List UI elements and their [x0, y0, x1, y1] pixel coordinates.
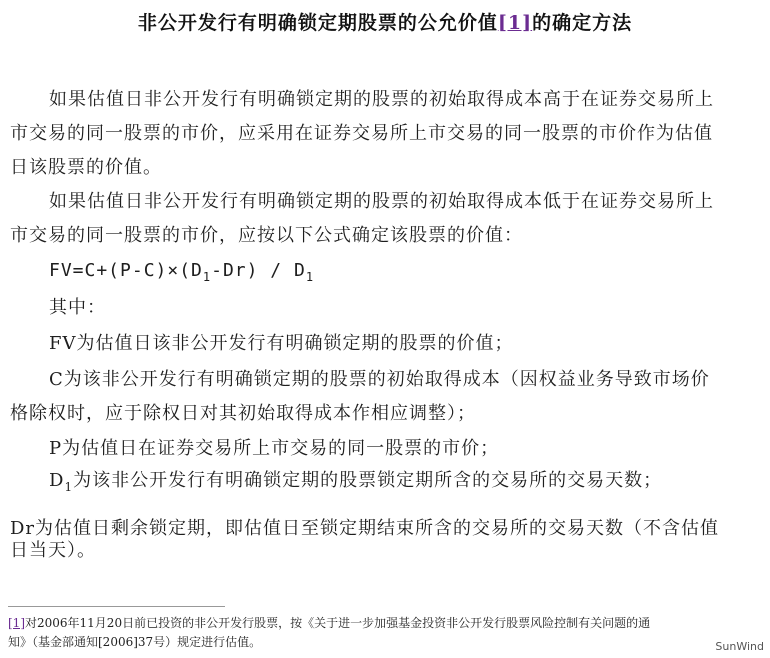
footnote-text-1: 对2006年11月20日前已投资的非公开发行股票，按《关于进一步加强基金投资非公开发行股票风险控制有关问题的通: [25, 616, 651, 630]
page-title: [0, 8, 770, 35]
footnote-anchor[interactable]: [1]: [8, 616, 25, 630]
dr-definition-line-1: Dr为估值日剩余锁定期，即估值日至锁定期结束所含的交易所的交易天数（不含估值: [10, 518, 720, 539]
p-definition: P为估值日在证券交易所上市交易的同一股票的市价；: [49, 438, 500, 459]
footnote-line-1: [8, 615, 650, 631]
d1-symbol: D: [49, 470, 65, 491]
fv-definition: FV为估值日该非公开发行有明确锁定期的股票的价值；: [49, 333, 514, 354]
footnote-line-2: 知》（基金部通知[2006]37号）规定进行估值。: [8, 635, 262, 649]
footnote-link[interactable]: [1]: [497, 12, 533, 34]
dr-definition-line-2: 日当天）。: [10, 540, 96, 561]
title-suffix: 的确定方法: [532, 12, 633, 34]
footnote-divider: [8, 606, 225, 607]
paragraph-2-line-2: 市交易的同一股票的市价，应按以下公式确定该股票的价值：: [10, 225, 523, 246]
c-definition-line-1: C为该非公开发行有明确锁定期的股票的初始取得成本（因权益业务导致市场价: [49, 369, 710, 390]
credit-label: SunWind: [715, 640, 764, 653]
where-label: 其中：: [49, 297, 106, 318]
paragraph-1-line-2: 市交易的同一股票的市价，应采用在证券交易所上市交易的同一股票的市价作为估值: [10, 123, 713, 144]
formula-subscript-1: 1: [202, 270, 212, 284]
paragraph-1-line-3: 日该股票的价值。: [10, 157, 162, 178]
d1-text: 为该非公开发行有明确锁定期的股票锁定期所含的交易所的交易天数；: [73, 470, 663, 491]
formula-part-2: -Dr) / D: [211, 260, 306, 281]
paragraph-1-line-1: 如果估值日非公开发行有明确锁定期的股票的初始取得成本高于在证券交易所上: [49, 89, 714, 110]
formula-subscript-2: 1: [305, 270, 315, 284]
valuation-formula: [49, 258, 314, 290]
d1-subscript: 1: [64, 480, 74, 494]
title-text: 非公开发行有明确锁定期股票的公允价值: [137, 12, 498, 34]
formula-part-1: FV=C+(P-C)×(D: [49, 260, 203, 281]
d1-definition: [49, 468, 662, 500]
c-definition-line-2: 格除权时，应于除权日对其初始取得成本作相应调整）；: [10, 403, 476, 424]
paragraph-2-line-1: 如果估值日非公开发行有明确锁定期的股票的初始取得成本低于在证券交易所上: [49, 191, 714, 212]
